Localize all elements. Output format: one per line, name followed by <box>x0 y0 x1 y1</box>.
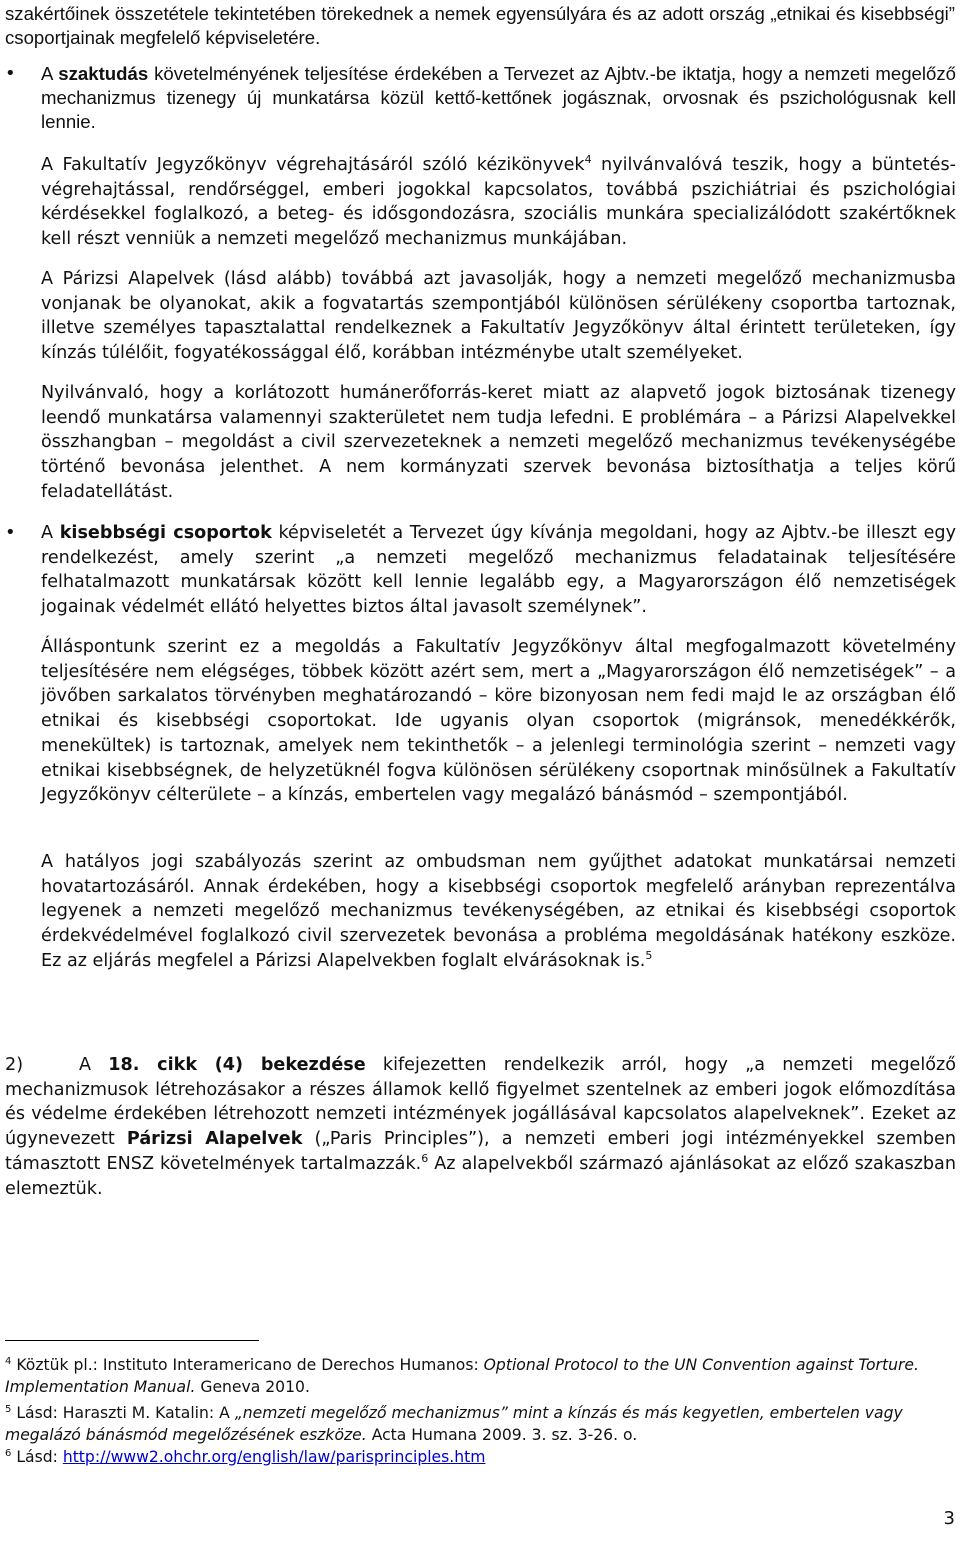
bullet-expertise <box>41 62 956 135</box>
paragraph-human-resources: Nyilvánvaló, hogy a korlátozott humánerőforrás-keret miatt az alapvető jogok biztosának tizenegy leendő munkatársa valamennyi szakterületet nem tudja lefedni. E problémára – a Párizsi Alapelvekkel összhangban – megoldást a civil szervezeteknek a nemzeti megelőző mechanizmus tevékenységébe történő bevonása jelenthet. A nem kormányzati szervek bevonása biztosíthatja a teljes körű feladatellátást. <box>41 383 956 502</box>
paragraph-paris-principles: A Párizsi Alapelvek (lásd alább) továbbá azt javasolják, hogy a nemzeti megelőző mechanizmusba vonjanak be olyanokat, akik a fogvatartás szempontjából különösen sérülékeny csoportba tartoznak, illetve személyes tapasztalattal rendelkeznek a Fakultatív Jegyzőkönyv által érintett területeken, így kínzás túlélőit, fogyatékossággal élő, korábban intézménybe utalt személyeket. <box>41 269 956 364</box>
bullet-minorities: A kisebbségi csoportok képviseletét a Tervezet úgy kívánja megoldani, hogy az Ajbtv.-be illeszt egy rendelkezést, amely szerint „a nemzeti megelőző mechanizmus feladatainak teljesítésére felhatalmazott munkatársak között kell lennie legalább egy, a Magyarországon élő nemzetiségek jogainak védelmét ellátó helyettes biztos által javasolt személynek”. <box>41 523 957 618</box>
section-number: 2) <box>5 1055 24 1075</box>
article-reference: 18. cikk (4) bekezdése <box>108 1055 366 1075</box>
expertise-term: szaktudás <box>58 63 149 84</box>
paragraph-regulation: A hatályos jogi szabályozás szerint az ombudsman nem gyűjthet adatokat munkatársai nemzeti hovatartozásáról. Annak érdekében, hogy a kisebbségi csoportok megfelelő arányban reprezentálva legyenek a nemzeti megelőző mechanizmus tevékenységében, az etnikai és kisebbségi csoportok érdekvédelmével foglalkozó civil szervezetek bevonása a probléma megoldásának hatékony eszköze. Ez az eljárás megfelel a Párizsi Alapelvekben foglalt elvárásoknak is.$^5$ <box>41 852 956 971</box>
bullet-expertise-lead: A szaktudás követelményének teljesítése érdekében a Tervezet az Ajbtv.-be iktatja, hogy a nemzeti megelőző mechanizmus tizenegy új munkatársa közül kettő-kettőnek jogásznak, orvosnak és pszichológusnak kell lennie. <box>41 63 957 133</box>
continuation-paragraph: szakértőinek összetétele tekintetében törekednek a nemek egyensúlyára és az adott ország „etnikai és kisebbségi” csoportjainak megfelelő képviseletére. <box>5 3 955 49</box>
minorities-term: kisebbségi csoportok <box>59 523 272 543</box>
footnote-ref-5: 5 <box>645 948 653 962</box>
section-2: 2) A 18. cikk (4) bekezdése kifejezetten rendelkezik arról, hogy „a nemzeti megelőző mechanizmusok létrehozásakor a részes államok kellő figyelmet szentelnek az emberi jogok előmozdítása és védelme érdekében létrehozott nemzeti intézmények jogállásával kapcsolatos alapelveknek”. Ezeket az úgynevezett Párizsi Alapelvek („Paris Principles”), a nemzeti emberi jogi intézményekkel szemben támasztott ENSZ követelmények tartalmazzák.$^6$ Az alapelvekből származó ajánlásokat az előző szakaszban elemeztük. <box>5 1055 956 1199</box>
footnote-separator <box>5 1340 259 1341</box>
footnote-ref-6: 6 <box>421 1151 429 1165</box>
page-number: 3 <box>943 1508 955 1529</box>
footnote-4: $^4$ Köztük pl.: Instituto Interamericano de Derechos Humanos: Optional Protocol to the UN Convention against Torture. Implementation Manual. Geneva 2010. <box>5 1355 919 1396</box>
footnote-5: $^5$ Lásd: Haraszti M. Katalin: A „nemzeti megelőző mechanizmus” mint a kínzás és más kegyetlen, embertelen vagy megalázó bánásmód megelőzésének eszköze. Acta Humana 2009. 3. sz. 3-26. o. <box>5 1403 903 1444</box>
bullet-marker: • <box>5 63 16 84</box>
paragraph-manuals: A Fakultatív Jegyzőkönyv végrehajtásáról szóló kézikönyvek$^4$ nyilvánvalóvá teszik, hogy a büntetés-végrehajtással, rendőrséggel, emberi jogokkal kapcsolatos, továbbá pszichiátriai és pszichológiai kérdésekkel foglalkozó, a beteg- és idősgondozásra, szociális munkára specializálódott szakértőknek kell részt venniük a nemzeti megelőző mechanizmus munkájában. <box>41 153 956 250</box>
bullet-marker: • <box>5 522 16 543</box>
footnote-ref-4: 4 <box>584 153 592 167</box>
paris-principles-term: Párizsi Alapelvek <box>126 1129 303 1150</box>
ohchr-link[interactable]: http://www2.ohchr.org/english/law/parisprinciples.htm <box>62 1448 486 1466</box>
footnote-6: $^6$ Lásd: http://www2.ohchr.org/english/law/parisprinciples.htm <box>5 1447 486 1466</box>
paragraph-opinion: Álláspontunk szerint ez a megoldás a Fakultatív Jegyzőkönyv által megfogalmazott követelmény teljesítésére nem elégséges, többek között azért sem, mert a „Magyarországon élő nemzetiségek” – a jövőben sarkalatos törvényben meghatározandó – köre bizonyosan nem fedi majd le az országban élő etnikai és kisebbségi csoportokat. Ide ugyanis olyan csoportok (migránsok, menedékkérők, menekültek) is tartoznak, amelyek nem tekinthetők – a jelenlegi terminológia szerint – nemzeti vagy etnikai kisebbségnek, de helyzetüknél fogva különösen sérülékeny csoportnak minősülnek a Fakultatív Jegyzőkönyv célterülete – a kínzás, embertelen vagy megalázó bánásmód – szempontjából. <box>41 637 956 806</box>
